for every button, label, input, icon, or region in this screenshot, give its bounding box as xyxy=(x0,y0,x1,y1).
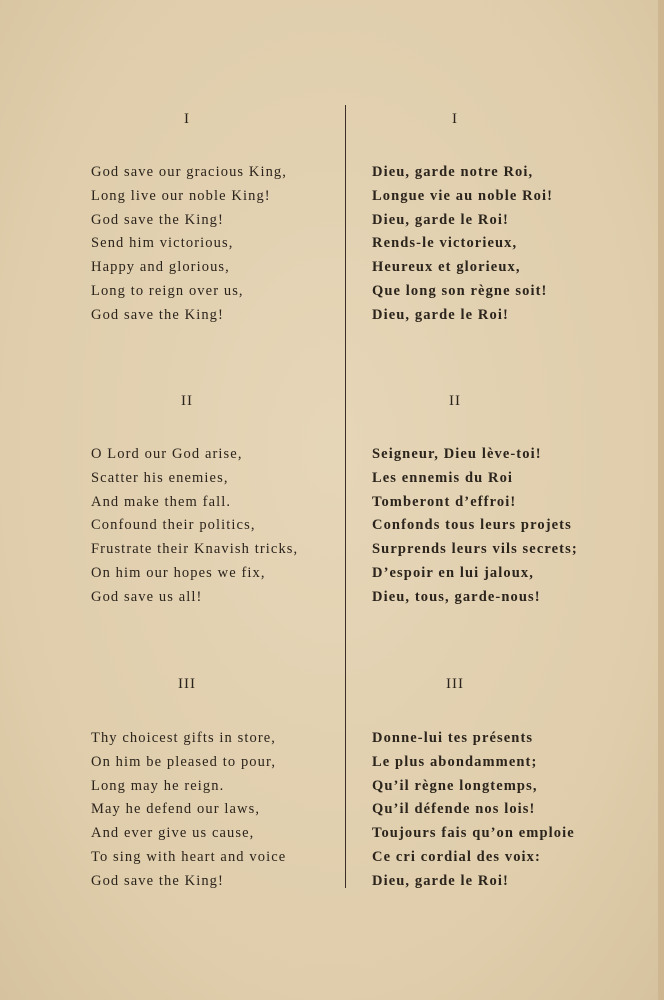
verse-line: Ce cri cordial des voix: xyxy=(372,848,541,865)
verse-line: Les ennemis du Roi xyxy=(372,469,514,486)
verse-line: D’espoir en lui jaloux, xyxy=(372,564,534,581)
verse-line: Confound their politics, xyxy=(91,517,256,534)
verse-line: Long may he reign. xyxy=(91,777,225,794)
verse-line: Donne-lui tes présents xyxy=(372,730,534,746)
french-stanza xyxy=(372,161,553,328)
verse-line: To sing with heart and voice xyxy=(91,848,287,865)
english-stanza xyxy=(91,727,286,894)
verse-line: May he defend our laws, xyxy=(91,801,261,818)
verse-line: Send him victorious, xyxy=(91,235,234,252)
english-stanza xyxy=(91,161,287,328)
verse-line: Dieu, tous, garde-nous! xyxy=(372,588,541,605)
verse-line: Qu’il défende nos lois! xyxy=(372,801,536,818)
verse-line: And make them fall. xyxy=(91,493,232,510)
english-stanza xyxy=(91,443,298,610)
verse-line: Scatter his enemies, xyxy=(91,469,229,486)
column-divider xyxy=(345,105,346,888)
verse-line: O Lord our God arise, xyxy=(91,446,243,462)
verse-line: Dieu, garde notre Roi, xyxy=(372,164,534,180)
french-stanza-numeral: II xyxy=(449,393,461,409)
verse-line: Le plus abondamment; xyxy=(372,753,538,770)
verse-line: Surprends leurs vils secrets; xyxy=(372,541,578,558)
verse-line: Frustrate their Knavish tricks, xyxy=(91,541,299,558)
verse-line: On him our hopes we fix, xyxy=(91,564,266,581)
verse-line: God save us all! xyxy=(91,588,203,605)
french-stanza-numeral: III xyxy=(446,676,464,692)
verse-line: Thy choicest gifts in store, xyxy=(91,730,277,746)
verse-line: And ever give us cause, xyxy=(91,825,255,842)
verse-line: Dieu, garde le Roi! xyxy=(372,306,509,323)
french-stanza xyxy=(372,443,578,610)
verse-line: Confonds tous leurs projets xyxy=(372,517,572,534)
verse-line: On him be pleased to pour, xyxy=(91,753,277,770)
verse-line: God save the King! xyxy=(91,872,224,889)
verse-line: Que long son règne soit! xyxy=(372,282,548,299)
verse-line: Dieu, garde le Roi! xyxy=(372,211,509,228)
english-stanza-numeral: I xyxy=(184,111,190,127)
verse-line: Happy and glorious, xyxy=(91,259,230,276)
verse-line: Dieu, garde le Roi! xyxy=(372,872,509,889)
verse-line: Qu’il règne longtemps, xyxy=(372,777,538,794)
verse-line: God save our gracious King, xyxy=(91,164,288,180)
verse-line: God save the King! xyxy=(91,211,224,228)
english-stanza-numeral: II xyxy=(181,393,193,409)
verse-line: Toujours fais qu’on emploie xyxy=(372,825,575,842)
french-stanza-numeral: I xyxy=(452,111,458,127)
verse-line: Rends-le victorieux, xyxy=(372,235,518,252)
verse-line: Longue vie au noble Roi! xyxy=(372,187,554,204)
verse-line: God save the King! xyxy=(91,306,224,323)
verse-line: Seigneur, Dieu lève-toi! xyxy=(372,446,542,462)
verse-line: Long to reign over us, xyxy=(91,282,244,299)
french-stanza xyxy=(372,727,575,894)
verse-line: Long live our noble King! xyxy=(91,187,271,204)
verse-line: Heureux et glorieux, xyxy=(372,259,521,276)
verse-line: Tomberont d’effroi! xyxy=(372,493,517,510)
page-edge xyxy=(658,0,664,1000)
english-stanza-numeral: III xyxy=(178,676,196,692)
